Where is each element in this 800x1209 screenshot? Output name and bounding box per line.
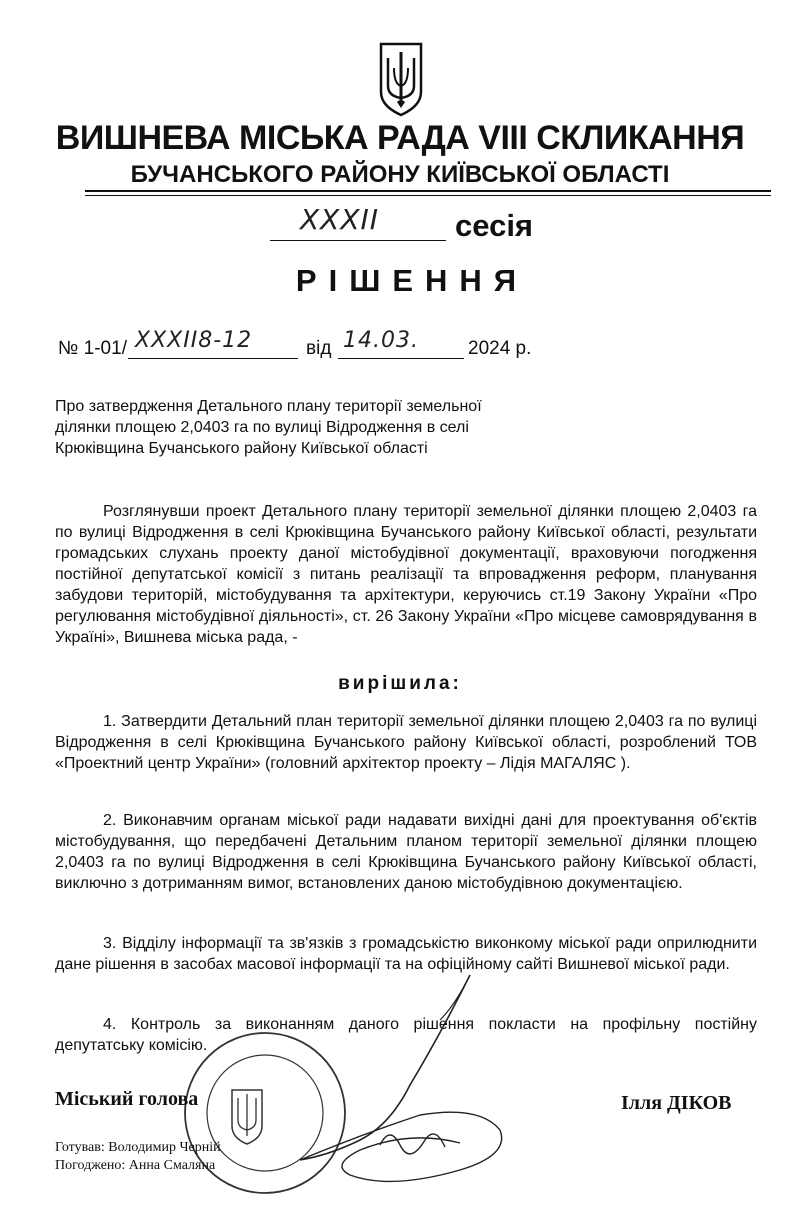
date-blank-line: [338, 358, 464, 359]
date-from-label: від: [306, 338, 332, 359]
item-1: 1. Затвердити Детальний план території земельної ділянки площею 2,0403 га по вулиці Відродження в селі Крюківщина Бучанського району Київської області, розроблений ТОВ «Проектний центр України» (головний архітектор проекту – Лідія МАГАЛЯС ).: [55, 713, 757, 772]
resolution-subject: Про затвердження Детального плану території земельної ділянки площею 2,0403 га по вулиці Відродження в селі Крюківщина Бучанського району Київської області: [55, 398, 482, 457]
trident-emblem-icon: [378, 40, 424, 118]
session-label: сесія: [455, 208, 534, 243]
session-number-handwritten: XXXII: [300, 203, 380, 236]
year-label: 2024 р.: [468, 338, 532, 359]
header-rule-thin: [85, 195, 771, 196]
mayor-title: Міський голова: [55, 1088, 199, 1110]
document-type: РІШЕННЯ: [295, 263, 529, 298]
handwritten-signature: [240, 965, 600, 1205]
item-2: 2. Виконавчим органам міської ради надавати вихідні дані для проектування об'єктів містобудування, що передбачені Детальним планом території земельної ділянки площею 2,0403 га по вулиці Відродження в селі Крюківщина Бучанського району Київської області, виключно з дотриманням вимог, встановлених даною містобудівною документацією.: [55, 812, 757, 892]
mayor-name: Ілля ДІКОВ: [621, 1092, 732, 1114]
preamble-paragraph: Розглянувши проект Детального плану території земельної ділянки площею 2,0403 га по вулиці Відродження в селі Крюківщина Бучанського району Київської області, результати громадських слухань проекту даної містобудівної документації, враховуючи погодження постійної депутатської комісії з питань реалізації та впровадження реформ, планування забудови територій, містобудування та архітектури, керуючись ст.19 Закону України «Про регулювання містобудівної діяльності», ст. 26 Закону України «Про місцеве самоврядування в Україні», Вишнева міська рада, -: [55, 503, 757, 646]
council-title: ВИШНЕВА МІСЬКА РАДА VIII СКЛИКАННЯ: [55, 119, 745, 157]
date-handwritten: 14.03.: [343, 328, 419, 353]
number-handwritten: XXXII8-12: [135, 328, 253, 353]
number-prefix: № 1-01/: [58, 338, 127, 359]
prepared-by: Готував: Володимир Черній: [55, 1140, 221, 1155]
decided-heading: вирішила:: [338, 673, 462, 694]
item-3: 3. Відділу інформації та зв'язків з громадськістю виконкому міської ради оприлюднити дане рішення в засобах масової інформації та на офіційному сайті Вишневої міської ради.: [55, 935, 757, 973]
session-blank-line: [270, 240, 446, 241]
header-rule: [85, 190, 771, 192]
item-4: 4. Контроль за виконанням даного рішення покласти на профільну постійну депутатську комісію.: [55, 1016, 757, 1054]
agreed-by: Погоджено: Анна Смаляна: [55, 1158, 216, 1173]
district-title: БУЧАНСЬКОГО РАЙОНУ КИЇВСЬКОЇ ОБЛАСТІ: [130, 161, 670, 188]
number-blank-line: [128, 358, 298, 359]
